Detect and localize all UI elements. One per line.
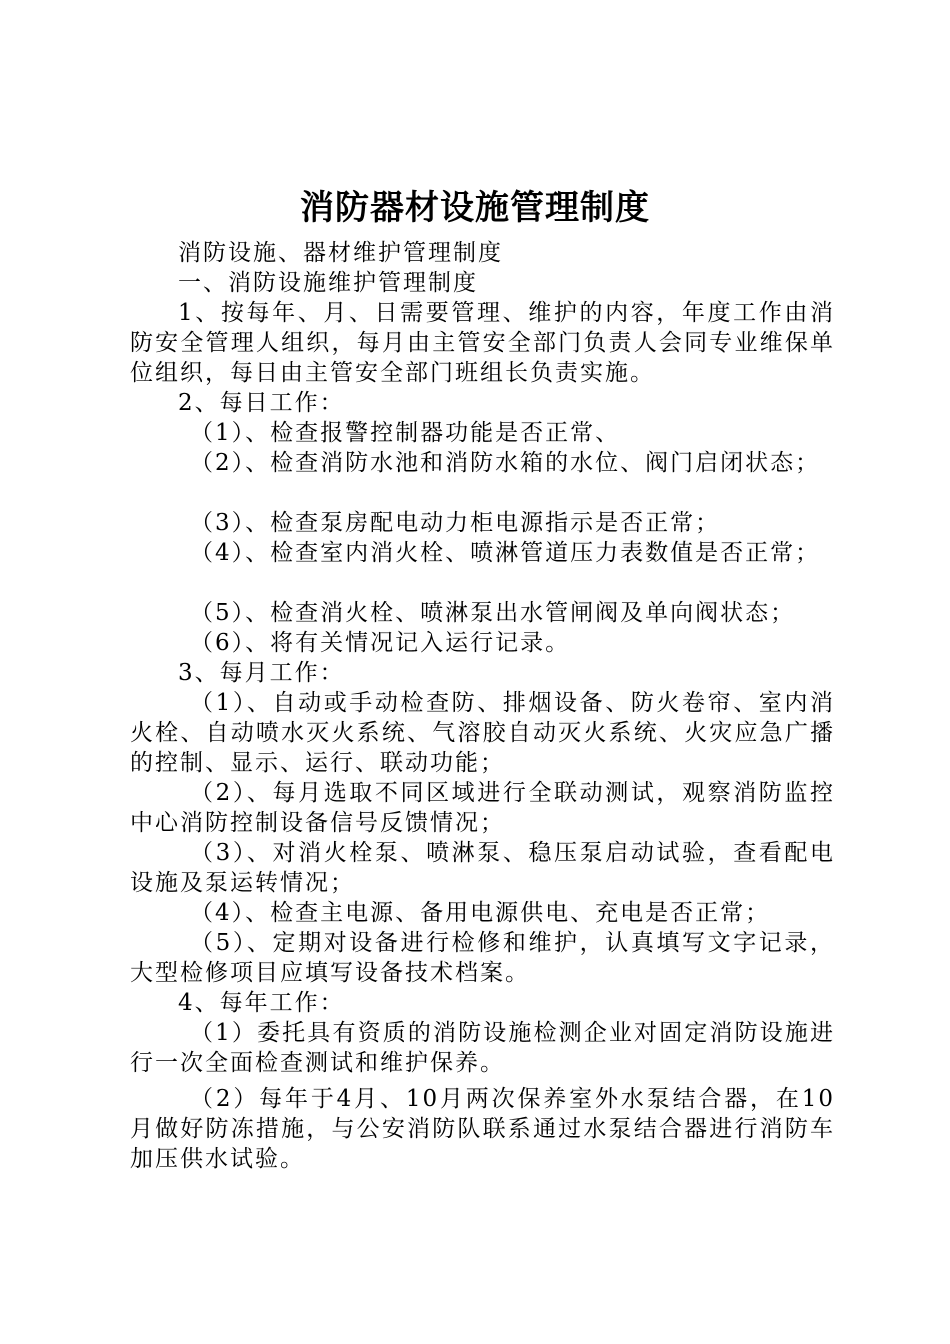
daily-item-2: （2）、检查消防水池和消防水箱的水位、阀门启闭状态；	[190, 450, 821, 476]
daily-item-5: （5）、检查消火栓、喷淋泵出水管闸阀及单向阀状态；	[190, 600, 796, 626]
subtitle-paragraph: 消防设施、器材维护管理制度	[178, 240, 503, 266]
spacer	[130, 568, 835, 598]
monthly-item-5: （5）、定期对设备进行检修和维护，认真填写文字记录，大型检修项目应填写设备技术档案。	[130, 930, 835, 986]
spacer	[130, 478, 835, 508]
daily-item-6: （6）、将有关情况记入运行记录。	[190, 630, 571, 656]
yearly-item-2: （2）每年于4月、10月两次保养室外水泵结合器，在10月做好防冻措施，与公安消防队联系通过水泵结合器进行消防车加压供水试验。	[130, 1086, 835, 1172]
section-heading: 一、消防设施维护管理制度	[178, 270, 478, 296]
monthly-item-1: （1）、自动或手动检查防、排烟设备、防火卷帘、室内消火栓、自动喷水灭火系统、气溶胶自动灭火系统、火灾应急广播的控制、显示、运行、联动功能；	[130, 690, 835, 776]
monthly-item-2: （2）、每月选取不同区域进行全联动测试，观察消防监控中心消防控制设备信号反馈情况；	[130, 780, 835, 836]
document-body	[130, 238, 835, 1174]
monthly-work-heading: 3、每月工作：	[178, 660, 345, 686]
document-title: 消防器材设施管理制度	[300, 188, 650, 228]
daily-work-heading: 2、每日工作：	[178, 390, 345, 416]
paragraph-item-1: 1、按每年、月、日需要管理、维护的内容，年度工作由消防安全管理人组织，每月由主管安全部门负责人会同专业维保单位组织，每日由主管安全部门班组长负责实施。	[130, 300, 835, 386]
daily-item-4: （4）、检查室内消火栓、喷淋管道压力表数值是否正常；	[190, 540, 821, 566]
daily-item-1: （1）、检查报警控制器功能是否正常、	[190, 420, 621, 446]
monthly-item-4: （4）、检查主电源、备用电源供电、充电是否正常；	[190, 900, 771, 926]
yearly-item-1: （1）委托具有资质的消防设施检测企业对固定消防设施进行一次全面检查测试和维护保养。	[130, 1020, 835, 1076]
yearly-work-heading: 4、每年工作：	[178, 990, 345, 1016]
daily-item-3: （3）、检查泵房配电动力柜电源指示是否正常；	[190, 510, 721, 536]
monthly-item-3: （3）、对消火栓泵、喷淋泵、稳压泵启动试验，查看配电设施及泵运转情况；	[130, 840, 835, 896]
